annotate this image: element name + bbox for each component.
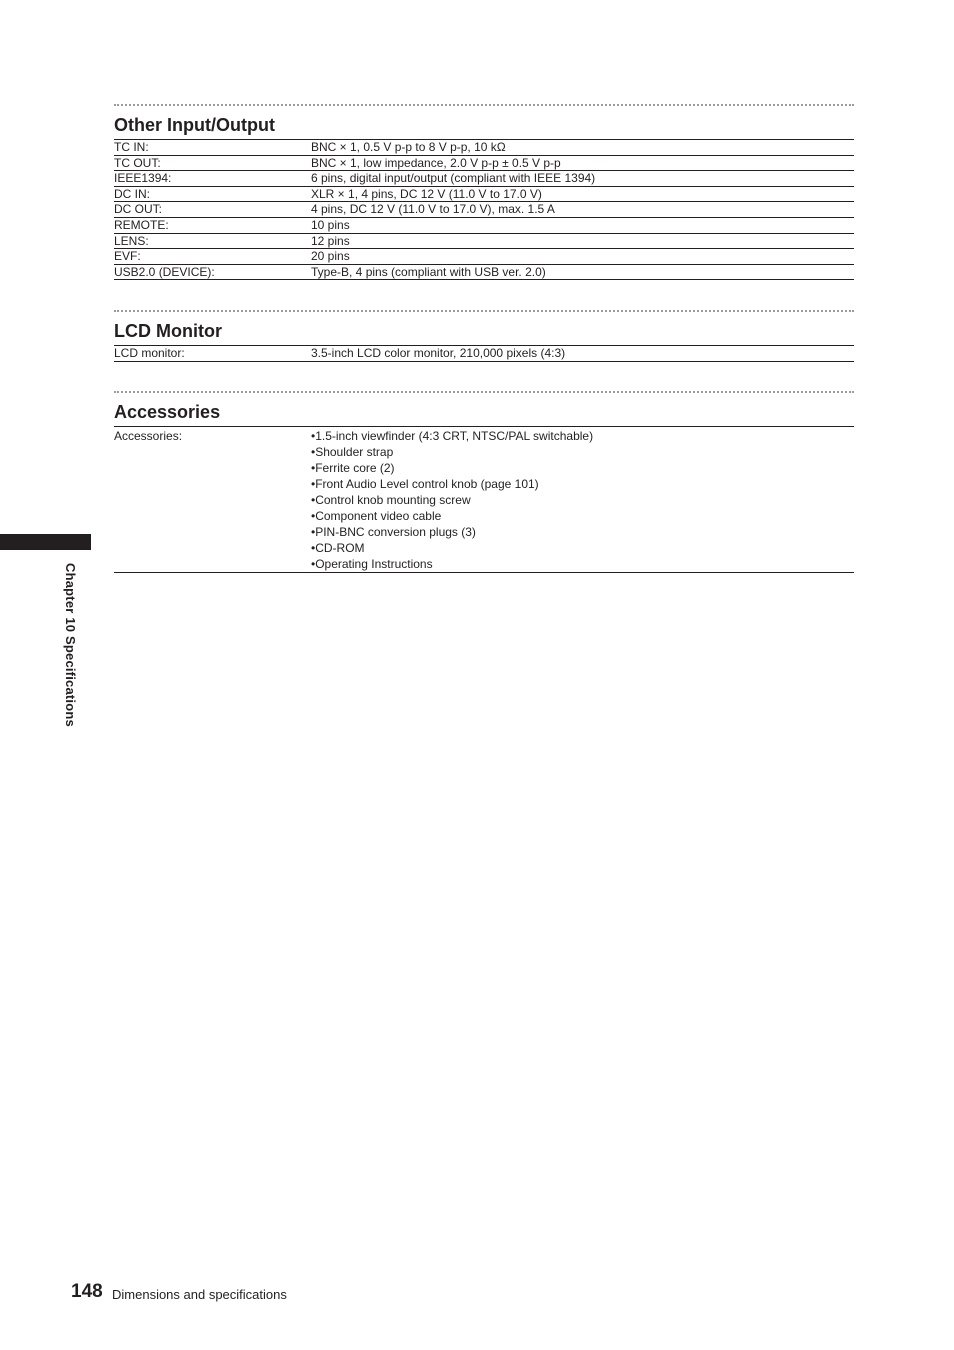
section-title: LCD Monitor: [114, 321, 222, 341]
list-item: • Operating Instructions: [311, 556, 854, 572]
section-title: Other Input/Output: [114, 115, 275, 135]
table-row: TC IN: BNC × 1, 0.5 V p-p to 8 V p-p, 10 kΩ: [114, 140, 854, 156]
chapter-label: Chapter 10 Specifications: [63, 563, 78, 727]
list-item: • Control knob mounting screw: [311, 492, 854, 508]
list-item: • 1.5-inch viewfinder (4:3 CRT, NTSC/PAL switchable): [311, 428, 854, 444]
table-row: Accessories: • 1.5-inch viewfinder (4:3 CRT, NTSC/PAL switchable) • Shoulder strap • Ferrite core (2) • Front Audio Level control knob (page 101) • Control knob mounting screw • Component video cable • PIN-BNC conversion plugs (3) • CD-ROM • Operating Instructions: [114, 427, 854, 573]
page-number: 148: [71, 1281, 103, 1302]
list-item: • CD-ROM: [311, 540, 854, 556]
table-row: USB2.0 (DEVICE): Type-B, 4 pins (compliant with USB ver. 2.0): [114, 264, 854, 280]
table-row: LENS: 12 pins: [114, 233, 854, 249]
table-row: IEEE1394: 6 pins, digital input/output (compliant with IEEE 1394): [114, 171, 854, 187]
list-item: • Shoulder strap: [311, 444, 854, 460]
table-row: LCD monitor: 3.5-inch LCD color monitor, 210,000 pixels (4:3): [114, 346, 854, 362]
accessories-list: [311, 428, 854, 572]
section-other-input-output: [114, 104, 854, 280]
footer-title: Dimensions and specifications: [112, 1287, 287, 1302]
list-item: • Front Audio Level control knob (page 101): [311, 476, 854, 492]
section-title: Accessories: [114, 402, 221, 422]
table-row: TC OUT: BNC × 1, low impedance, 2.0 V p-p ± 0.5 V p-p: [114, 155, 854, 171]
spec-table: [114, 345, 854, 362]
section-lcd-monitor: [114, 310, 854, 362]
spec-table: [114, 426, 854, 573]
table-row: DC IN: XLR × 1, 4 pins, DC 12 V (11.0 V to 17.0 V): [114, 186, 854, 202]
dotted-divider: [114, 104, 854, 106]
spec-table: [114, 139, 854, 280]
table-row: DC OUT: 4 pins, DC 12 V (11.0 V to 17.0 V), max. 1.5 A: [114, 202, 854, 218]
list-item: • Ferrite core (2): [311, 460, 854, 476]
list-item: • PIN-BNC conversion plugs (3): [311, 524, 854, 540]
chapter-tab-bar: [0, 534, 91, 550]
list-item: • Component video cable: [311, 508, 854, 524]
section-accessories: [114, 391, 854, 573]
dotted-divider: [114, 391, 854, 393]
dotted-divider: [114, 310, 854, 312]
table-row: REMOTE: 10 pins: [114, 217, 854, 233]
table-row: EVF: 20 pins: [114, 249, 854, 265]
